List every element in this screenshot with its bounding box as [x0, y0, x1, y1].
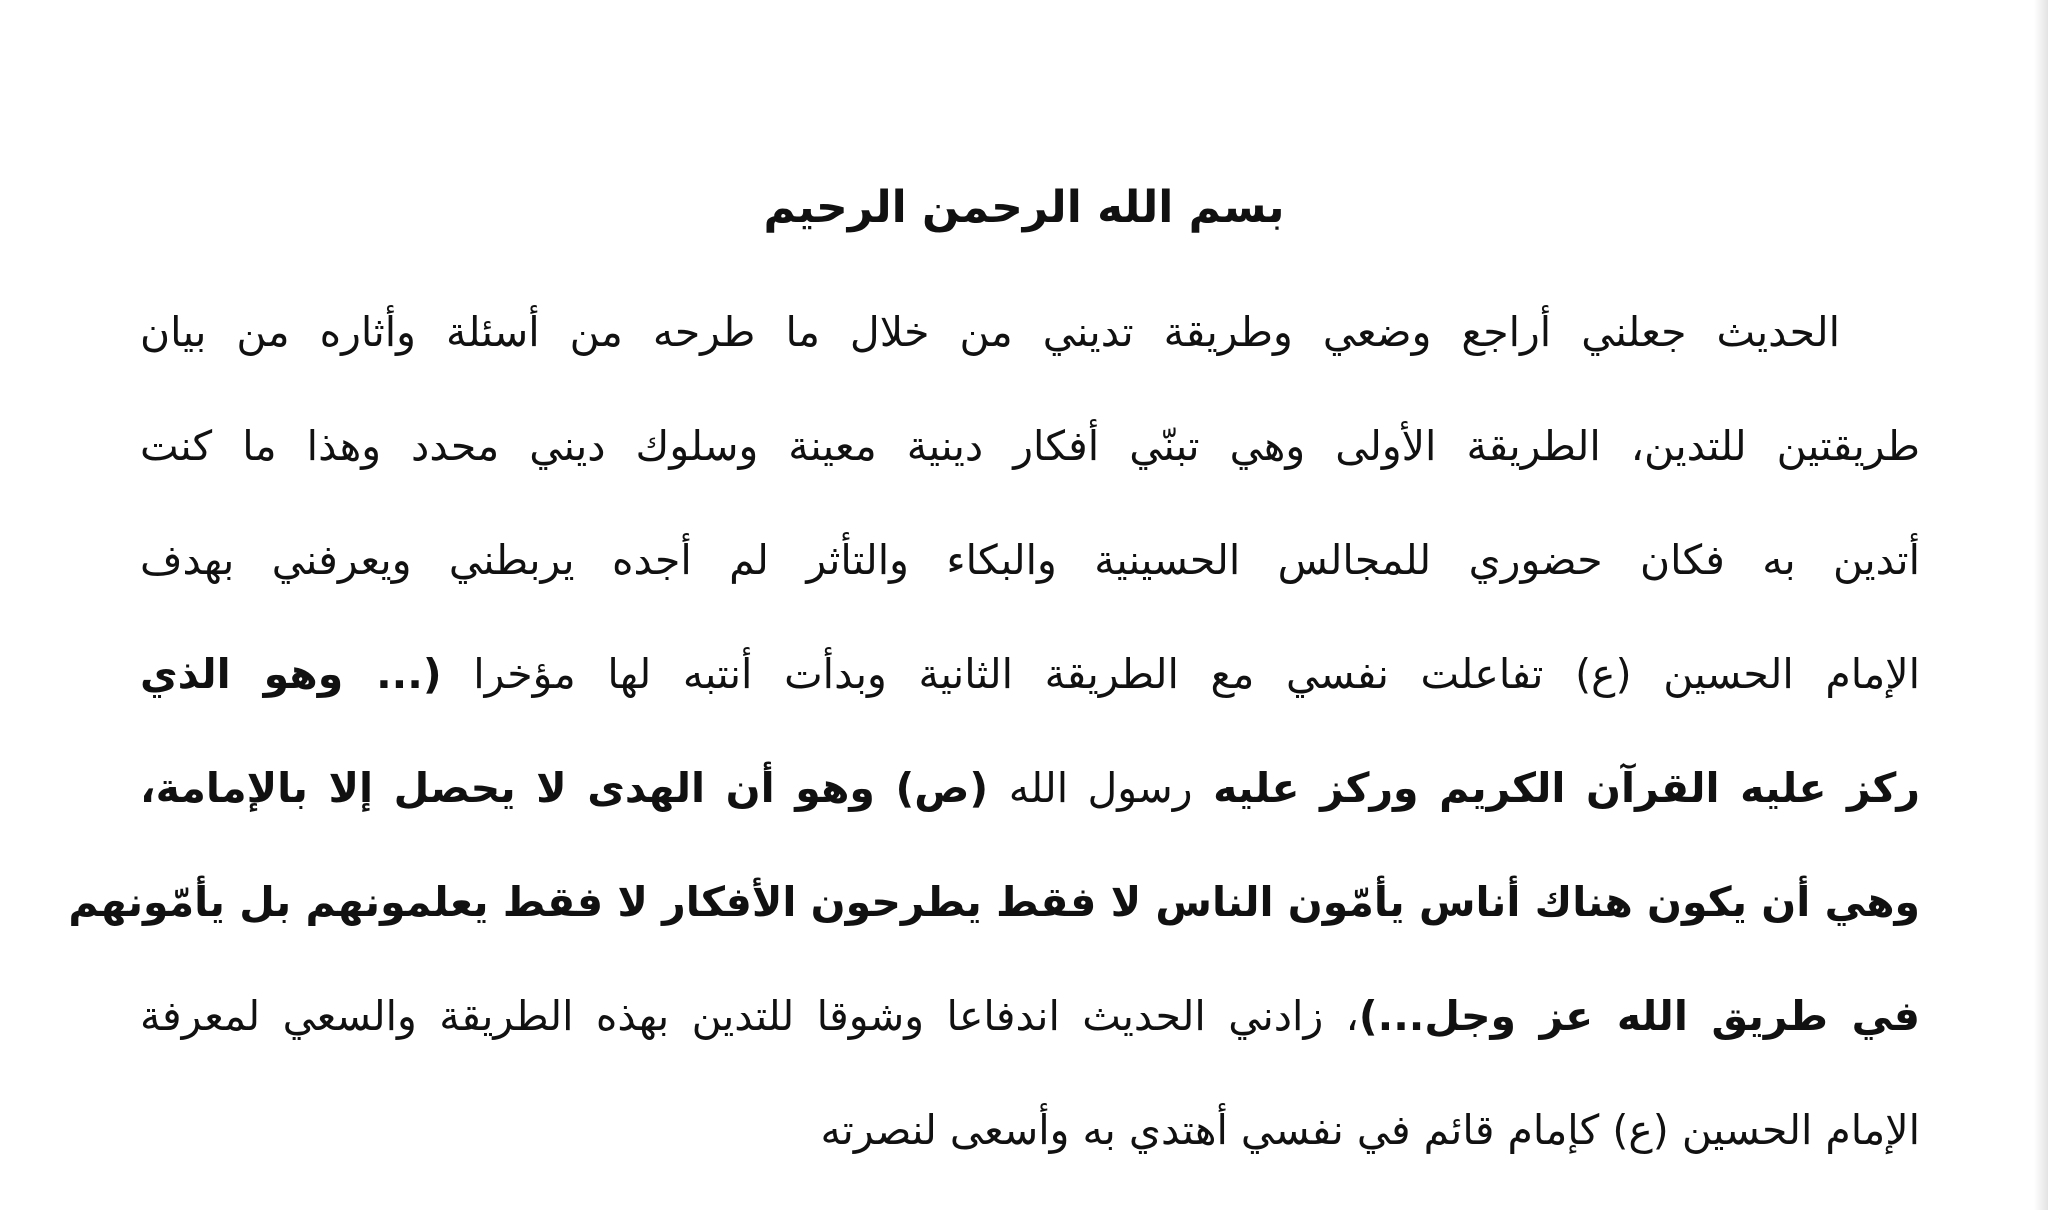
- text-line: [140, 640, 1920, 754]
- text-run: ، زادني الحديث اندفاعا وشوقا للتدين بهذه الطريقة والسعي لمعرفة: [140, 992, 1359, 1040]
- text-line: [140, 526, 1920, 640]
- text-run: الإمام الحسين (ع) تفاعلت نفسي مع الطريقة الثانية وبدأت أنتبه لها مؤخرا: [441, 650, 1920, 698]
- text-run: الحديث جعلني أراجع وضعي وطريقة تديني من خلال ما طرحه من أسئلة وأثاره من بيان: [140, 308, 1840, 356]
- document-body: [68, 298, 1920, 1210]
- text-line: [140, 412, 1920, 526]
- scan-edge-shadow: [2034, 0, 2048, 1210]
- bold-text-run: (... وهو الذي: [140, 650, 442, 698]
- text-line: [140, 298, 1920, 412]
- text-line: [140, 754, 1920, 868]
- bold-text-run: ركز عليه القرآن الكريم وركز عليه: [1192, 764, 1920, 812]
- text-run: الإمام الحسين (ع) كإمام قائم في نفسي أهتدي به وأسعى لنصرته: [820, 1106, 1920, 1154]
- text-run: رسول الله: [1008, 764, 1193, 812]
- bold-text-run: وهي أن يكون هناك أناس يأمّون الناس لا فقط يطرحون الأفكار لا فقط يعلمونهم بل يأمّونهم: [68, 878, 1920, 926]
- text-line: [140, 1096, 1920, 1210]
- text-run: طريقتين للتدين، الطريقة الأولى وهي تبنّي أفكار دينية معينة وسلوك ديني محدد وهذا ما كنت: [140, 422, 1920, 470]
- page-title: بسم الله الرحمن الرحيم: [763, 182, 1285, 233]
- bold-text-run: (ص) وهو أن الهدى لا يحصل إلا بالإمامة،: [140, 764, 1009, 812]
- text-line: [140, 982, 1920, 1096]
- bold-text-run: في طريق الله عز وجل...): [1358, 992, 1920, 1040]
- text-run: أتدين به فكان حضوري للمجالس الحسينية والبكاء والتأثر لم أجده يربطني ويعرفني بهدف: [140, 536, 1920, 584]
- text-line: [68, 868, 1920, 982]
